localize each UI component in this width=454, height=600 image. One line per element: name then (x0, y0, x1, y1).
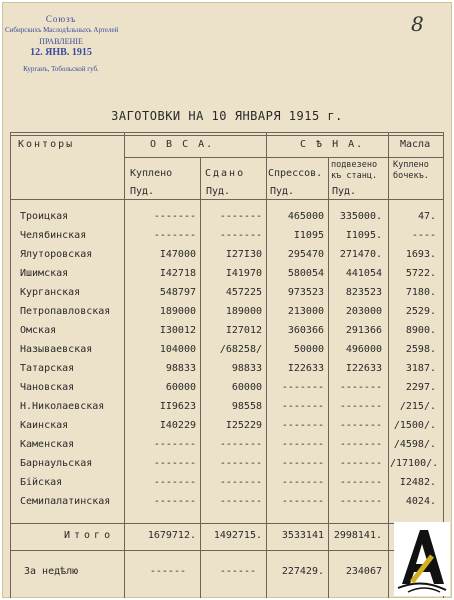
cell-hay-pressed: I22633 (287, 363, 324, 374)
cell-hay-pressed: 465000 (287, 211, 324, 222)
cell-oil: I2482. (399, 477, 436, 488)
cell-oil: 3187. (405, 363, 436, 374)
cell-oats-bought: I40229 (159, 420, 196, 431)
header-hay: С Ѣ Н А. (300, 139, 365, 150)
cell-hay-pressed: 50000 (293, 344, 324, 355)
cell-hay-brought: 203000 (345, 306, 382, 317)
row-office-name: Каинская (20, 420, 69, 431)
cell-oats-delivered: 60000 (231, 382, 262, 393)
cell-oats-delivered: /68258/ (219, 344, 262, 355)
header-bought: Куплено (130, 168, 173, 179)
rule-col5 (388, 132, 389, 598)
rule-left (10, 132, 11, 598)
cell-oats-bought: I47000 (159, 249, 196, 260)
cell-oats-delivered: ------- (219, 439, 262, 450)
archive-logo-icon (394, 522, 450, 596)
cell-oil: 2598. (405, 344, 436, 355)
cell-oats-bought: ------- (153, 477, 196, 488)
unit-oats-bought: Пуд. (130, 186, 155, 197)
cell-oil: /1500/. (393, 420, 436, 431)
cell-hay-brought: 291366 (345, 325, 382, 336)
cell-oats-delivered: ------- (219, 211, 262, 222)
week-oats-delivered: ------ (219, 566, 256, 577)
cell-hay-brought: 441054 (345, 268, 382, 279)
cell-oil: /17100/. (390, 458, 439, 469)
stamp-line2: Сибирскихъ Маслодѣльныхъ Артелей (5, 26, 119, 34)
week-oats-bought: ------ (149, 566, 186, 577)
cell-hay-brought: ------- (339, 477, 382, 488)
header-brought: подвезено (331, 160, 378, 170)
cell-oats-bought: 98833 (165, 363, 196, 374)
row-office-name: Каменская (20, 439, 75, 450)
bottom-rule (10, 550, 444, 551)
row-office-name: Троицкая (20, 211, 69, 222)
total-rule (10, 523, 444, 524)
row-office-name: Семипалатинская (20, 496, 111, 507)
table-top-rule2 (10, 135, 444, 136)
stamp-line3: ПРАВЛЕНІЕ (39, 37, 83, 46)
cell-hay-pressed: ------- (281, 382, 324, 393)
row-office-name: Татарская (20, 363, 75, 374)
cell-oil: /4598/. (393, 439, 436, 450)
cell-oats-bought: 60000 (165, 382, 196, 393)
row-office-name: Петропавловская (20, 306, 111, 317)
cell-oats-delivered: 457225 (225, 287, 262, 298)
cell-hay-brought: ------- (339, 401, 382, 412)
page-number: 8 (411, 12, 424, 36)
document-title: ЗАГОТОВКИ НА 10 ЯНВАРЯ 1915 г. (111, 109, 343, 123)
stamp-date: 12. ЯНВ. 1915 (30, 47, 92, 58)
cell-oats-bought: 548797 (159, 287, 196, 298)
week-hay-pressed: 227429. (281, 566, 324, 577)
cell-hay-pressed: ------- (281, 439, 324, 450)
cell-hay-brought: ------- (339, 382, 382, 393)
cell-hay-pressed: ------- (281, 401, 324, 412)
header-barrels: бочекъ. (393, 171, 429, 181)
cell-oil: ---- (411, 230, 436, 241)
total-hay-pressed: 3533141 (281, 530, 324, 541)
cell-hay-pressed: 213000 (287, 306, 324, 317)
cell-oil: 2297. (405, 382, 436, 393)
header-pressed: Спрессов. (268, 168, 323, 179)
header-barrels-bought: Куплено (393, 160, 429, 170)
cell-oats-bought: ------- (153, 458, 196, 469)
table-top-rule (10, 132, 444, 133)
cell-oats-bought: ------- (153, 211, 196, 222)
cell-hay-brought: ------- (339, 439, 382, 450)
cell-oats-bought: ------- (153, 496, 196, 507)
cell-hay-pressed: ------- (281, 420, 324, 431)
cell-oil: 5722. (405, 268, 436, 279)
total-oats-bought: 1679712. (147, 530, 196, 541)
cell-oats-delivered: 98833 (231, 363, 262, 374)
cell-oats-delivered: 189000 (225, 306, 262, 317)
cell-oats-delivered: ------- (219, 496, 262, 507)
stamp-line1: Союзъ (45, 14, 77, 24)
row-office-name: Ишимская (20, 268, 69, 279)
cell-hay-pressed: ------- (281, 477, 324, 488)
row-office-name: Называевская (20, 344, 93, 355)
cell-hay-brought: ------- (339, 496, 382, 507)
rule-col1 (124, 132, 125, 598)
total-label: Итого (64, 530, 115, 541)
cell-oats-delivered: ------- (219, 458, 262, 469)
header-delivered: Сдано (205, 168, 246, 179)
unit-oats-delivered: Пуд. (206, 186, 231, 197)
total-hay-brought: 2998141. (333, 530, 382, 541)
cell-oil: 4024. (405, 496, 436, 507)
cell-hay-brought: 271470. (339, 249, 382, 260)
cell-oats-delivered: I41970 (225, 268, 262, 279)
cell-oats-delivered: I27I30 (225, 249, 262, 260)
cell-hay-pressed: I1095 (293, 230, 324, 241)
cell-hay-pressed: 580054 (287, 268, 324, 279)
cell-oil: 2529. (405, 306, 436, 317)
cell-oats-delivered: ------- (219, 477, 262, 488)
row-office-name: Н.Николаевская (20, 401, 105, 412)
row-office-name: Ялуторовская (20, 249, 93, 260)
cell-oil: 7180. (405, 287, 436, 298)
cell-oats-bought: 189000 (159, 306, 196, 317)
cell-oats-bought: II9623 (159, 401, 196, 412)
cell-hay-brought: 335000. (339, 211, 382, 222)
cell-hay-brought: I1095. (345, 230, 382, 241)
header-mid-rule (124, 157, 444, 158)
cell-oats-bought: I42718 (159, 268, 196, 279)
cell-oil: 8900. (405, 325, 436, 336)
cell-hay-pressed: 360366 (287, 325, 324, 336)
header-bottom-rule (10, 199, 444, 200)
cell-oats-bought: ------- (153, 439, 196, 450)
stamp-city: Курганъ, Тобольской губ. (23, 65, 99, 73)
cell-oil: 1693. (405, 249, 436, 260)
row-office-name: Бійская (20, 477, 63, 488)
cell-oats-bought: ------- (153, 230, 196, 241)
row-office-name: Челябинская (20, 230, 87, 241)
cell-oil: 47. (417, 211, 436, 222)
header-oats: О В С А. (150, 139, 215, 150)
week-label: За недѣлю (24, 566, 79, 577)
unit-hay-pressed: Пуд. (270, 186, 295, 197)
header-to-station: къ станц. (331, 171, 378, 181)
cell-oats-delivered: I25229 (225, 420, 262, 431)
cell-oil: /215/. (399, 401, 436, 412)
header-offices: Конторы (18, 139, 75, 150)
cell-hay-brought: I22633 (345, 363, 382, 374)
row-office-name: Чановская (20, 382, 75, 393)
row-office-name: Барнаульская (20, 458, 93, 469)
cell-oats-delivered: I27012 (225, 325, 262, 336)
cell-oats-bought: 104000 (159, 344, 196, 355)
cell-hay-pressed: 973523 (287, 287, 324, 298)
unit-hay-brought: Пуд. (332, 186, 357, 197)
cell-hay-pressed: ------- (281, 458, 324, 469)
cell-oats-bought: I30012 (159, 325, 196, 336)
cell-oats-delivered: 98558 (231, 401, 262, 412)
cell-hay-brought: ------- (339, 458, 382, 469)
row-office-name: Омская (20, 325, 57, 336)
week-hay-brought: 234067 (345, 566, 382, 577)
header-oil: Масла (400, 139, 431, 150)
total-oats-delivered: 1492715. (213, 530, 262, 541)
cell-oats-delivered: ------- (219, 230, 262, 241)
cell-hay-brought: 823523 (345, 287, 382, 298)
cell-hay-brought: ------- (339, 420, 382, 431)
cell-hay-brought: 496000 (345, 344, 382, 355)
cell-hay-pressed: ------- (281, 496, 324, 507)
cell-hay-pressed: 295470 (287, 249, 324, 260)
row-office-name: Курганская (20, 287, 81, 298)
